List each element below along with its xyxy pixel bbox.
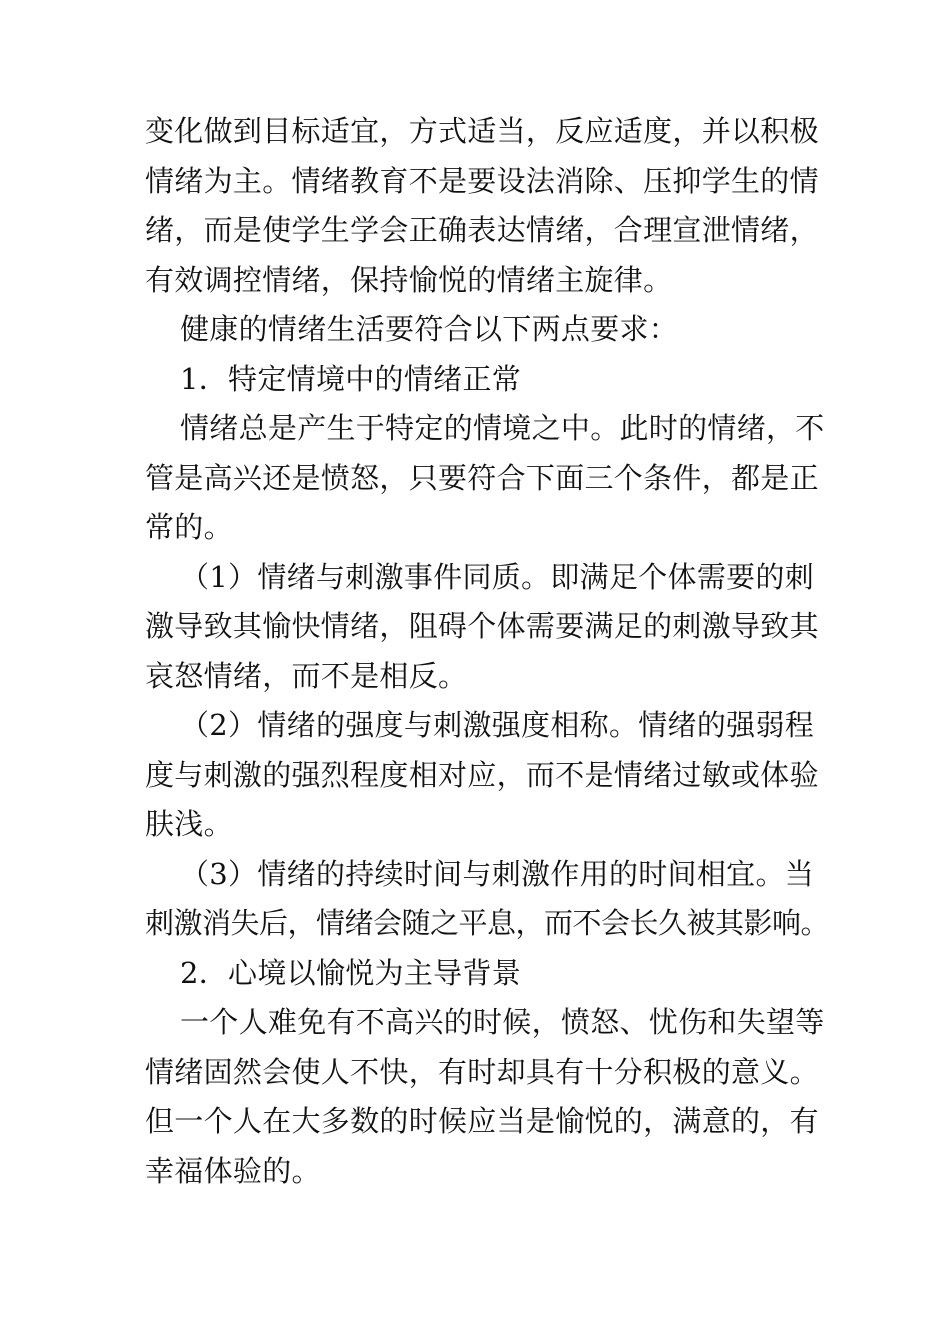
paragraph-line: 情绪固然会使人不快，有时却具有十分积极的意义。 <box>145 1054 819 1089</box>
paragraph-line: 哀怒情绪，而不是相反。 <box>145 658 468 693</box>
body-text <box>145 107 830 1196</box>
paragraph-line: 肤浅。 <box>145 807 233 841</box>
paragraph-line: （1）情绪与刺激事件同质。即满足个体需要的刺 <box>180 559 815 594</box>
paragraph-line: 度与刺激的强烈程度相对应，而不是情绪过敏或体验 <box>145 757 819 792</box>
paragraph-line: 但一个人在大多数的时候应当是愉悦的，满意的，有 <box>145 1104 819 1138</box>
paragraph-line: （2）情绪的强度与刺激强度相称。情绪的强弱程 <box>180 708 815 742</box>
paragraph-line: （3）情绪的持续时间与刺激作用的时间相宜。当 <box>180 856 815 891</box>
paragraph-line: 管是高兴还是愤怒，只要符合下面三个条件，都是正 <box>145 460 819 495</box>
paragraph-line: 情绪总是产生于特定的情境之中。此时的情绪，不 <box>180 411 825 445</box>
paragraph-line: 幸福体验的。 <box>145 1153 321 1188</box>
paragraph-line: 一个人难免有不高兴的时候，愤怒、忧伤和失望等 <box>180 1005 825 1039</box>
paragraph-line: 变化做到目标适宜，方式适当，反应适度，并以积极 <box>145 114 819 148</box>
paragraph-line: 常的。 <box>145 510 233 544</box>
paragraph-line: 有效调控情绪，保持愉悦的情绪主旋律。 <box>145 262 673 297</box>
paragraph-line: 情绪为主。情绪教育不是要设法消除、压抑学生的情 <box>145 163 819 198</box>
paragraph-line: 绪，而是使学生学会正确表达情绪，合理宣泄情绪， <box>145 213 819 247</box>
paragraph-line: 激导致其愉快情绪，阻碍个体需要满足的刺激导致其 <box>145 609 819 643</box>
paragraph-line: 刺激消失后，情绪会随之平息，而不会长久被其影响。 <box>145 906 830 940</box>
section-heading: 1．特定情境中的情绪正常 <box>180 361 522 396</box>
section-heading: 2．心境以愉悦为主导背景 <box>180 955 522 990</box>
paragraph-line: 健康的情绪生活要符合以下两点要求： <box>180 312 679 346</box>
